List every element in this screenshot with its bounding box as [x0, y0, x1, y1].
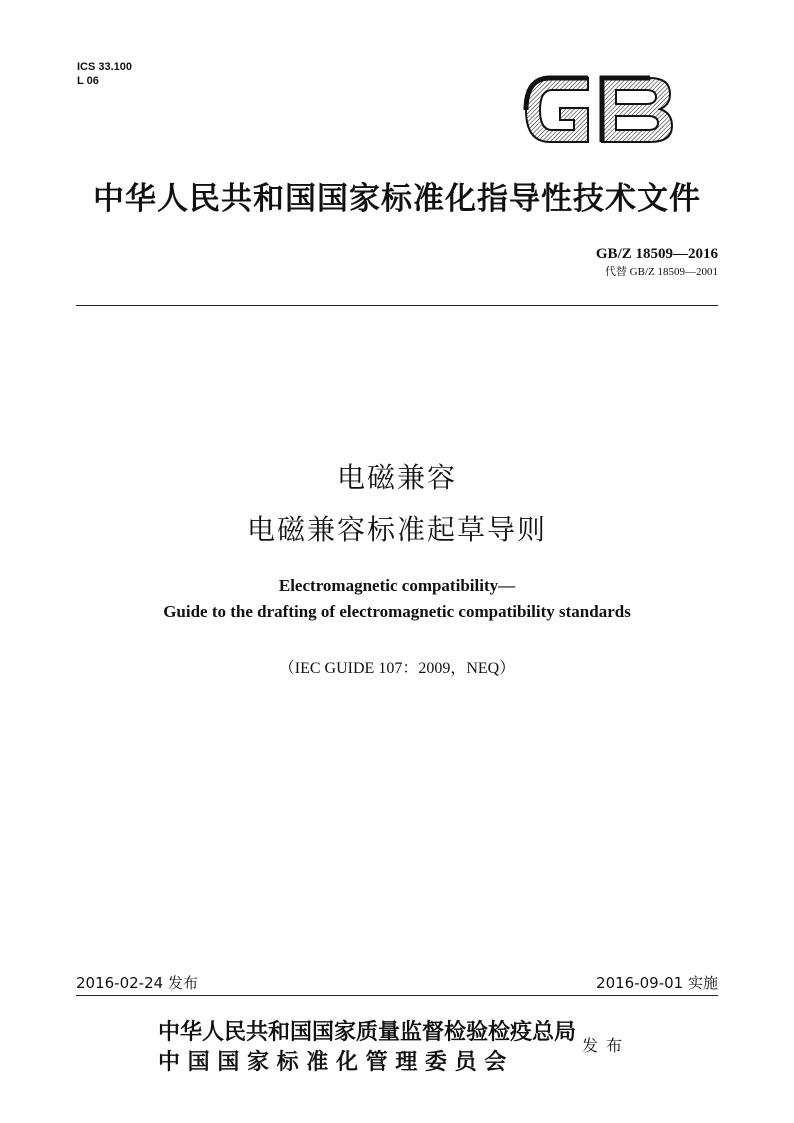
implementation-date: 2016-09-01 实施 [596, 974, 718, 992]
adoption-note: （IEC GUIDE 107：2009，NEQ） [278, 660, 516, 677]
ics-code: ICS 33.100 [77, 61, 133, 73]
document-type-heading: 中华人民共和国国家标准化指导性技术文件 [93, 181, 701, 217]
title-en-line2: Guide to the drafting of electromagnetic compatibility standards [163, 602, 631, 621]
issue-date: 2016-02-24 发布 [76, 974, 198, 992]
title-zh-line2: 电磁兼容标准起草导则 [246, 513, 547, 546]
standard-number: GB/Z 18509—2016 [595, 246, 718, 262]
gb-logo [522, 72, 676, 148]
issuer-line2: 中 国 国 家 标 准 化 管 理 委 员 会 [158, 1049, 507, 1075]
footer-divider [76, 995, 718, 996]
title-en-line1: Electromagnetic compatibility— [278, 576, 516, 595]
publish-label: 发布 [582, 1036, 631, 1055]
replaces-note: 代替 GB/Z 18509—2001 [604, 266, 718, 278]
header-divider [76, 305, 718, 306]
ccs-code: L 06 [77, 75, 99, 87]
issuer-line1: 中华人民共和国国家质量监督检验检疫总局 [158, 1019, 577, 1045]
title-zh-line1: 电磁兼容 [336, 461, 457, 494]
